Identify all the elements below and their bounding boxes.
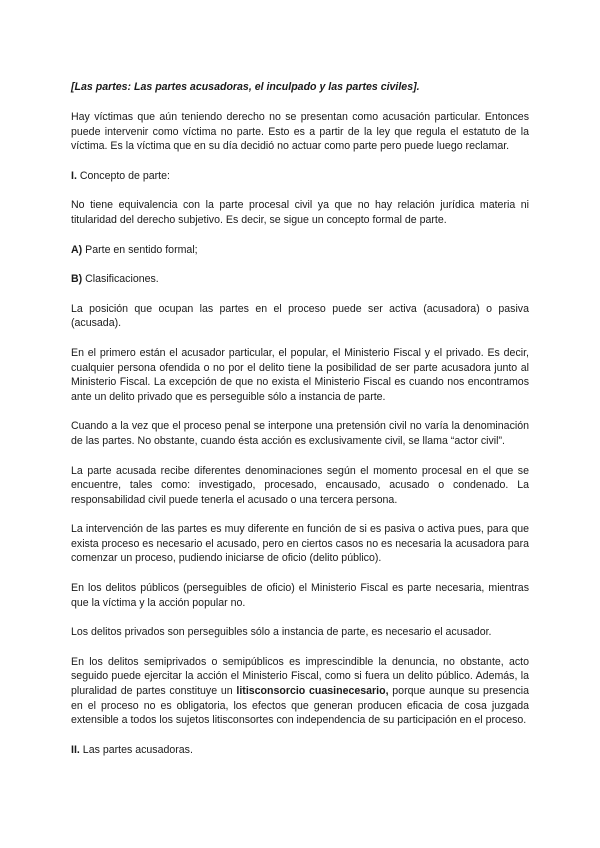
paragraph-private-crimes: Los delitos privados son perseguibles sólo a instancia de parte, es necesario el acusador. (71, 626, 492, 639)
section-title: Las partes acusadoras. (82, 743, 193, 756)
subheading-label: B) (71, 273, 83, 286)
section-heading-acusadoras (71, 743, 529, 758)
paragraph-public-crimes: En los delitos públicos (perseguibles de oficio) el Ministerio Fiscal es parte necesaria, mientras que la víctima y la acción popular no. (71, 582, 529, 609)
subheading-text: Parte en sentido formal; (85, 243, 198, 256)
paragraph-formal-concept: No tiene equivalencia con la parte procesal civil ya que no hay relación jurídica materia ni titularidad del derecho subjetivo. Es decir, se sigue un concepto formal de parte. (71, 199, 529, 226)
bold-term: litisconsorcio cuasinecesario, (236, 685, 389, 698)
section-heading-concepto (71, 169, 529, 184)
paragraph-intervention: La intervención de las partes es muy diferente en función de si es pasiva o activa pues, para que exista proceso es necesario el acusado, pero en ciertos casos no es necesaria la acusadora para comenzar un proceso, pudiendo iniciarse de oficio (delito público). (71, 523, 529, 565)
subheading-label: A) (71, 243, 83, 256)
paragraph-semi-private (71, 655, 529, 728)
paragraph-accused: La parte acusada recibe diferentes denominaciones según el momento procesal en el que se encuentre, tales como: investigado, procesado, encausado, acusado o condenado. La responsabilidad civil puede tenerla el acusado o una tercera persona. (71, 464, 529, 506)
subheading-b (71, 272, 529, 287)
paragraph-text: En los delitos semiprivados o semipúblicos es imprescindible la denuncia, no obstante, acto seguido puede ejercitar la acción el Ministerio Fiscal, como si fuera un delito público. Además, la pluralidad de partes constituye un (71, 655, 529, 698)
paragraph-text: porque aunque su presencia en el proceso no es obligatoria, los efectos que generan producen eficacia de cosa juzgada extensible a todos los sujetos litisconsortes con independencia de su participación en el proceso. (71, 685, 529, 727)
section-number: I. (71, 169, 77, 182)
subheading-a (71, 243, 529, 258)
paragraph-victim-status: Hay víctimas que aún teniendo derecho no se presentan como acusación particular. Entonces puede intervenir como víctima no parte. Esto es a partir de la ley que regula el estatuto de la víctima. Es la víctima que en su día decidió no actuar como parte pero puede luego reclamar. (71, 111, 529, 153)
document-title: [Las partes: Las partes acusadoras, el inculpado y las partes civiles]. (71, 81, 420, 93)
section-number: II. (71, 743, 80, 756)
paragraph-civil-action: Cuando a la vez que el proceso penal se interpone una pretensión civil no varía la denominación de las partes. No obstante, cuando ésta acción es exclusivamente civil, se llama “actor civil”. (71, 420, 529, 447)
paragraph-position: La posición que ocupan las partes en el proceso puede ser activa (acusadora) o pasiva (acusada). (71, 302, 529, 330)
section-title: Concepto de parte: (79, 169, 170, 182)
subheading-text: Clasificaciones. (85, 273, 159, 286)
paragraph-accusers: En el primero están el acusador particular, el popular, el Ministerio Fiscal y el privado. Es decir, cualquier persona ofendida o no por el delito tiene la posibilidad de ser parte acusadora junto al Ministerio Fiscal. La excepción de que no exista el Ministerio Fiscal es cuando nos encontramos ante un delito privado que es perseguible sólo a instancia de parte. (71, 346, 529, 403)
